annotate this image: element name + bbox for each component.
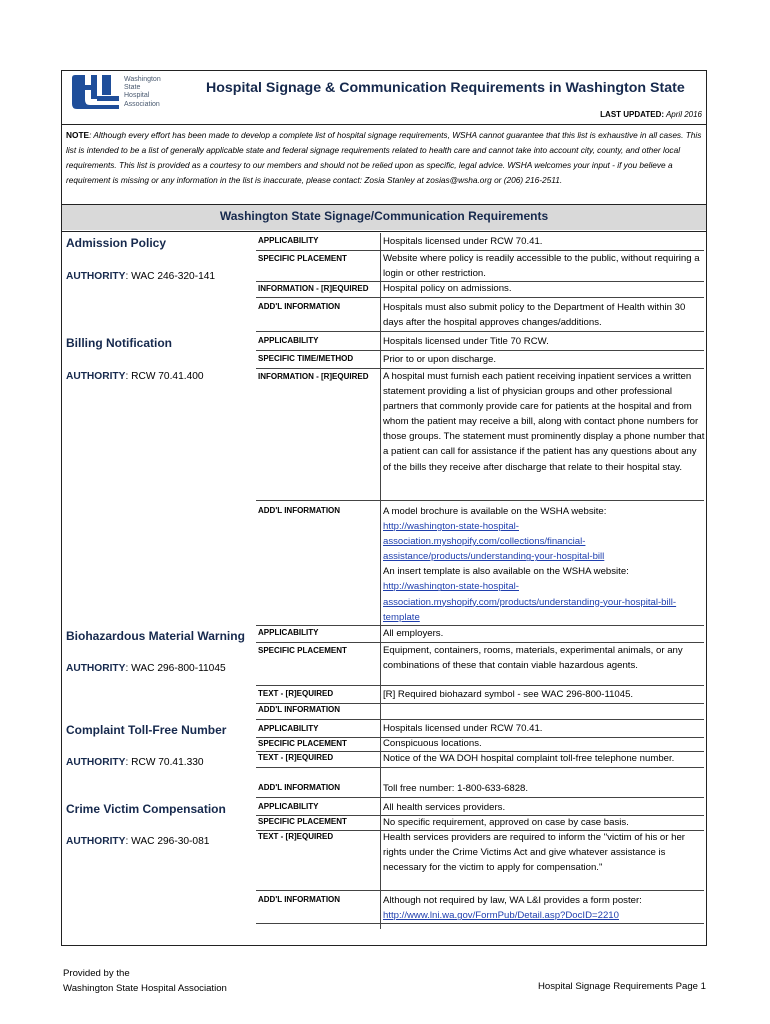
row-value: Prior to or upon discharge. (383, 354, 497, 365)
row-label: ADD'L INFORMATION (258, 783, 341, 792)
row-value: Hospitals licensed under RCW 70.41. (383, 236, 543, 247)
band-title: Washington State Signage/Communication Requirements (219, 209, 549, 223)
authority: AUTHORITY: WAC 246-320-141 (66, 271, 216, 282)
brochure-link[interactable]: http://washington-state-hospital-association.myshopify.com/collections/financial-assistance/products/understanding-your-hospital-bill (383, 521, 605, 563)
row-label: ADD'L INFORMATION (258, 506, 341, 515)
authority: AUTHORITY: WAC 296-800-11045 (66, 663, 226, 674)
row-value: Hospitals licensed under RCW 70.41. (383, 723, 543, 734)
row-value: Hospital policy on admissions. (383, 283, 512, 294)
authority: AUTHORITY: RCW 70.41.400 (66, 371, 204, 382)
row-value: Hospitals licensed under Title 70 RCW. (383, 336, 549, 347)
divider (61, 231, 707, 232)
section-title: Biohazardous Material Warning (66, 629, 245, 643)
row-value: A hospital must furnish each patient receiving inpatient services a written statement providing a list of physician groups and other professional partners that commonly provide care for patients at the hospital and from whom the patient may receive a bill, along with contact phone numbers for those groups. The statement must prominently display a phone number that a patient can call for assistance if the patient has any questions about any of the bills they receive after discharge that relate to their hospital stay. (383, 371, 705, 473)
section-title: Complaint Toll-Free Number (66, 723, 227, 737)
last-updated: LAST UPDATED: April 2016 (600, 110, 702, 119)
row-label: SPECIFIC PLACEMENT (258, 646, 347, 655)
row-value: A model brochure is available on the WSHA website: http://washington-state-hospital-association.myshopify.com/collections/financial-assistance/products/understanding-your-hospital-bill An insert template is also available on the WSHA website: http://washington-state-hospital-association.myshopify.com/products/understanding-your-hospital-bill-template (383, 504, 705, 625)
row-value: Website where policy is readily accessible to the public, without requiring a login or other restriction. (383, 253, 700, 280)
divider (61, 124, 707, 125)
row-label: APPLICABILITY (258, 628, 319, 637)
row-value: [R] Required biohazard symbol - see WAC 296-800-11045. (383, 689, 634, 700)
insert-template-link[interactable]: http://washington-state-hospital-association.myshopify.com/products/understanding-your-hospital-bill-template (383, 581, 677, 623)
row-value: Health services providers are required to inform the "victim of his or her rights under the Crime Victims Act and give whatever assistance is necessary for the victim to apply for compensation." (383, 832, 685, 874)
disclaimer-note: NOTE: Although every effort has been made to develop a complete list of hospital signage requirements, WSHA cannot guarantee that this list is exhaustive in all cases. This list is intended to be a list of generally applicable state and federal signage requirements related to health care and cannot take into account city, county, and other local requirements. This list is provided as a courtesy to our members and should not be relied upon as specific, legal advice. WSHA welcomes your input - if you believe a requirement is missing or any information in the list is inaccurate, please contact: Zosia Stanley at zosias@wsha.org or (206) 216-2511. (66, 130, 702, 185)
section-title: Admission Policy (66, 236, 167, 250)
row-label: INFORMATION - [R]EQUIRED (258, 372, 369, 381)
section-title: Crime Victim Compensation (66, 802, 226, 816)
page-title: Hospital Signage & Communication Requirements in Washington State (206, 80, 685, 96)
row-divider (256, 350, 704, 351)
row-divider (256, 500, 704, 501)
row-divider (256, 719, 704, 720)
row-label: SPECIFIC PLACEMENT (258, 254, 347, 263)
row-label: ADD'L INFORMATION (258, 302, 341, 311)
authority: AUTHORITY: WAC 296-30-081 (66, 836, 210, 847)
page-number: Hospital Signage Requirements Page 1 (538, 981, 706, 992)
row-label: TEXT - [R]EQUIRED (258, 832, 334, 841)
row-value: Although not required by law, WA L&I provides a form poster: http://www.lni.wa.gov/FormPub/Detail.asp?DocID=2210 (383, 893, 705, 923)
row-label: SPECIFIC TIME/METHOD (258, 354, 354, 363)
section-title: Billing Notification (66, 336, 172, 350)
row-value: Notice of the WA DOH hospital complaint toll-free telephone number. (383, 753, 675, 764)
row-label: TEXT - [R]EQUIRED (258, 689, 334, 698)
row-label: ADD'L INFORMATION (258, 895, 341, 904)
row-label: TEXT - [R]EQUIRED (258, 753, 334, 762)
lni-form-link[interactable]: http://www.lni.wa.gov/FormPub/Detail.asp?DocID=2210 (383, 910, 619, 922)
row-label: APPLICABILITY (258, 724, 319, 733)
row-label: APPLICABILITY (258, 336, 319, 345)
row-divider (256, 331, 704, 332)
authority: AUTHORITY: RCW 70.41.330 (66, 757, 204, 768)
row-divider (256, 685, 704, 686)
row-label: APPLICABILITY (258, 802, 319, 811)
row-value: All employers. (383, 628, 444, 639)
row-divider (256, 797, 704, 798)
row-value: Conspicuous locations. (383, 738, 482, 749)
row-value: No specific requirement, approved on case by case basis. (383, 817, 629, 828)
row-label: INFORMATION - [R]EQUIRED (258, 284, 369, 293)
column-divider (380, 233, 381, 929)
logo-wordmark: Washington State Hospital Association (124, 76, 161, 108)
row-label: SPECIFIC PLACEMENT (258, 817, 347, 826)
row-label: APPLICABILITY (258, 236, 319, 245)
row-value: Equipment, containers, rooms, materials, experimental animals, or any combinations of these that contain viable hazardous agents. (383, 645, 683, 672)
row-value: Toll free number: 1-800-633-6828. (383, 783, 529, 794)
row-value: Hospitals must also submit policy to the Department of Health within 30 days after the hospital approves changes/additions. (383, 302, 686, 329)
row-label: ADD'L INFORMATION (258, 705, 341, 714)
row-label: SPECIFIC PLACEMENT (258, 739, 347, 748)
row-divider (256, 297, 704, 298)
row-divider (256, 890, 704, 891)
row-divider (256, 703, 704, 704)
footer-credit: Provided by the Washington State Hospital Association (63, 968, 227, 994)
row-divider (256, 767, 704, 768)
row-value: All health services providers. (383, 802, 506, 813)
row-divider (256, 923, 704, 924)
